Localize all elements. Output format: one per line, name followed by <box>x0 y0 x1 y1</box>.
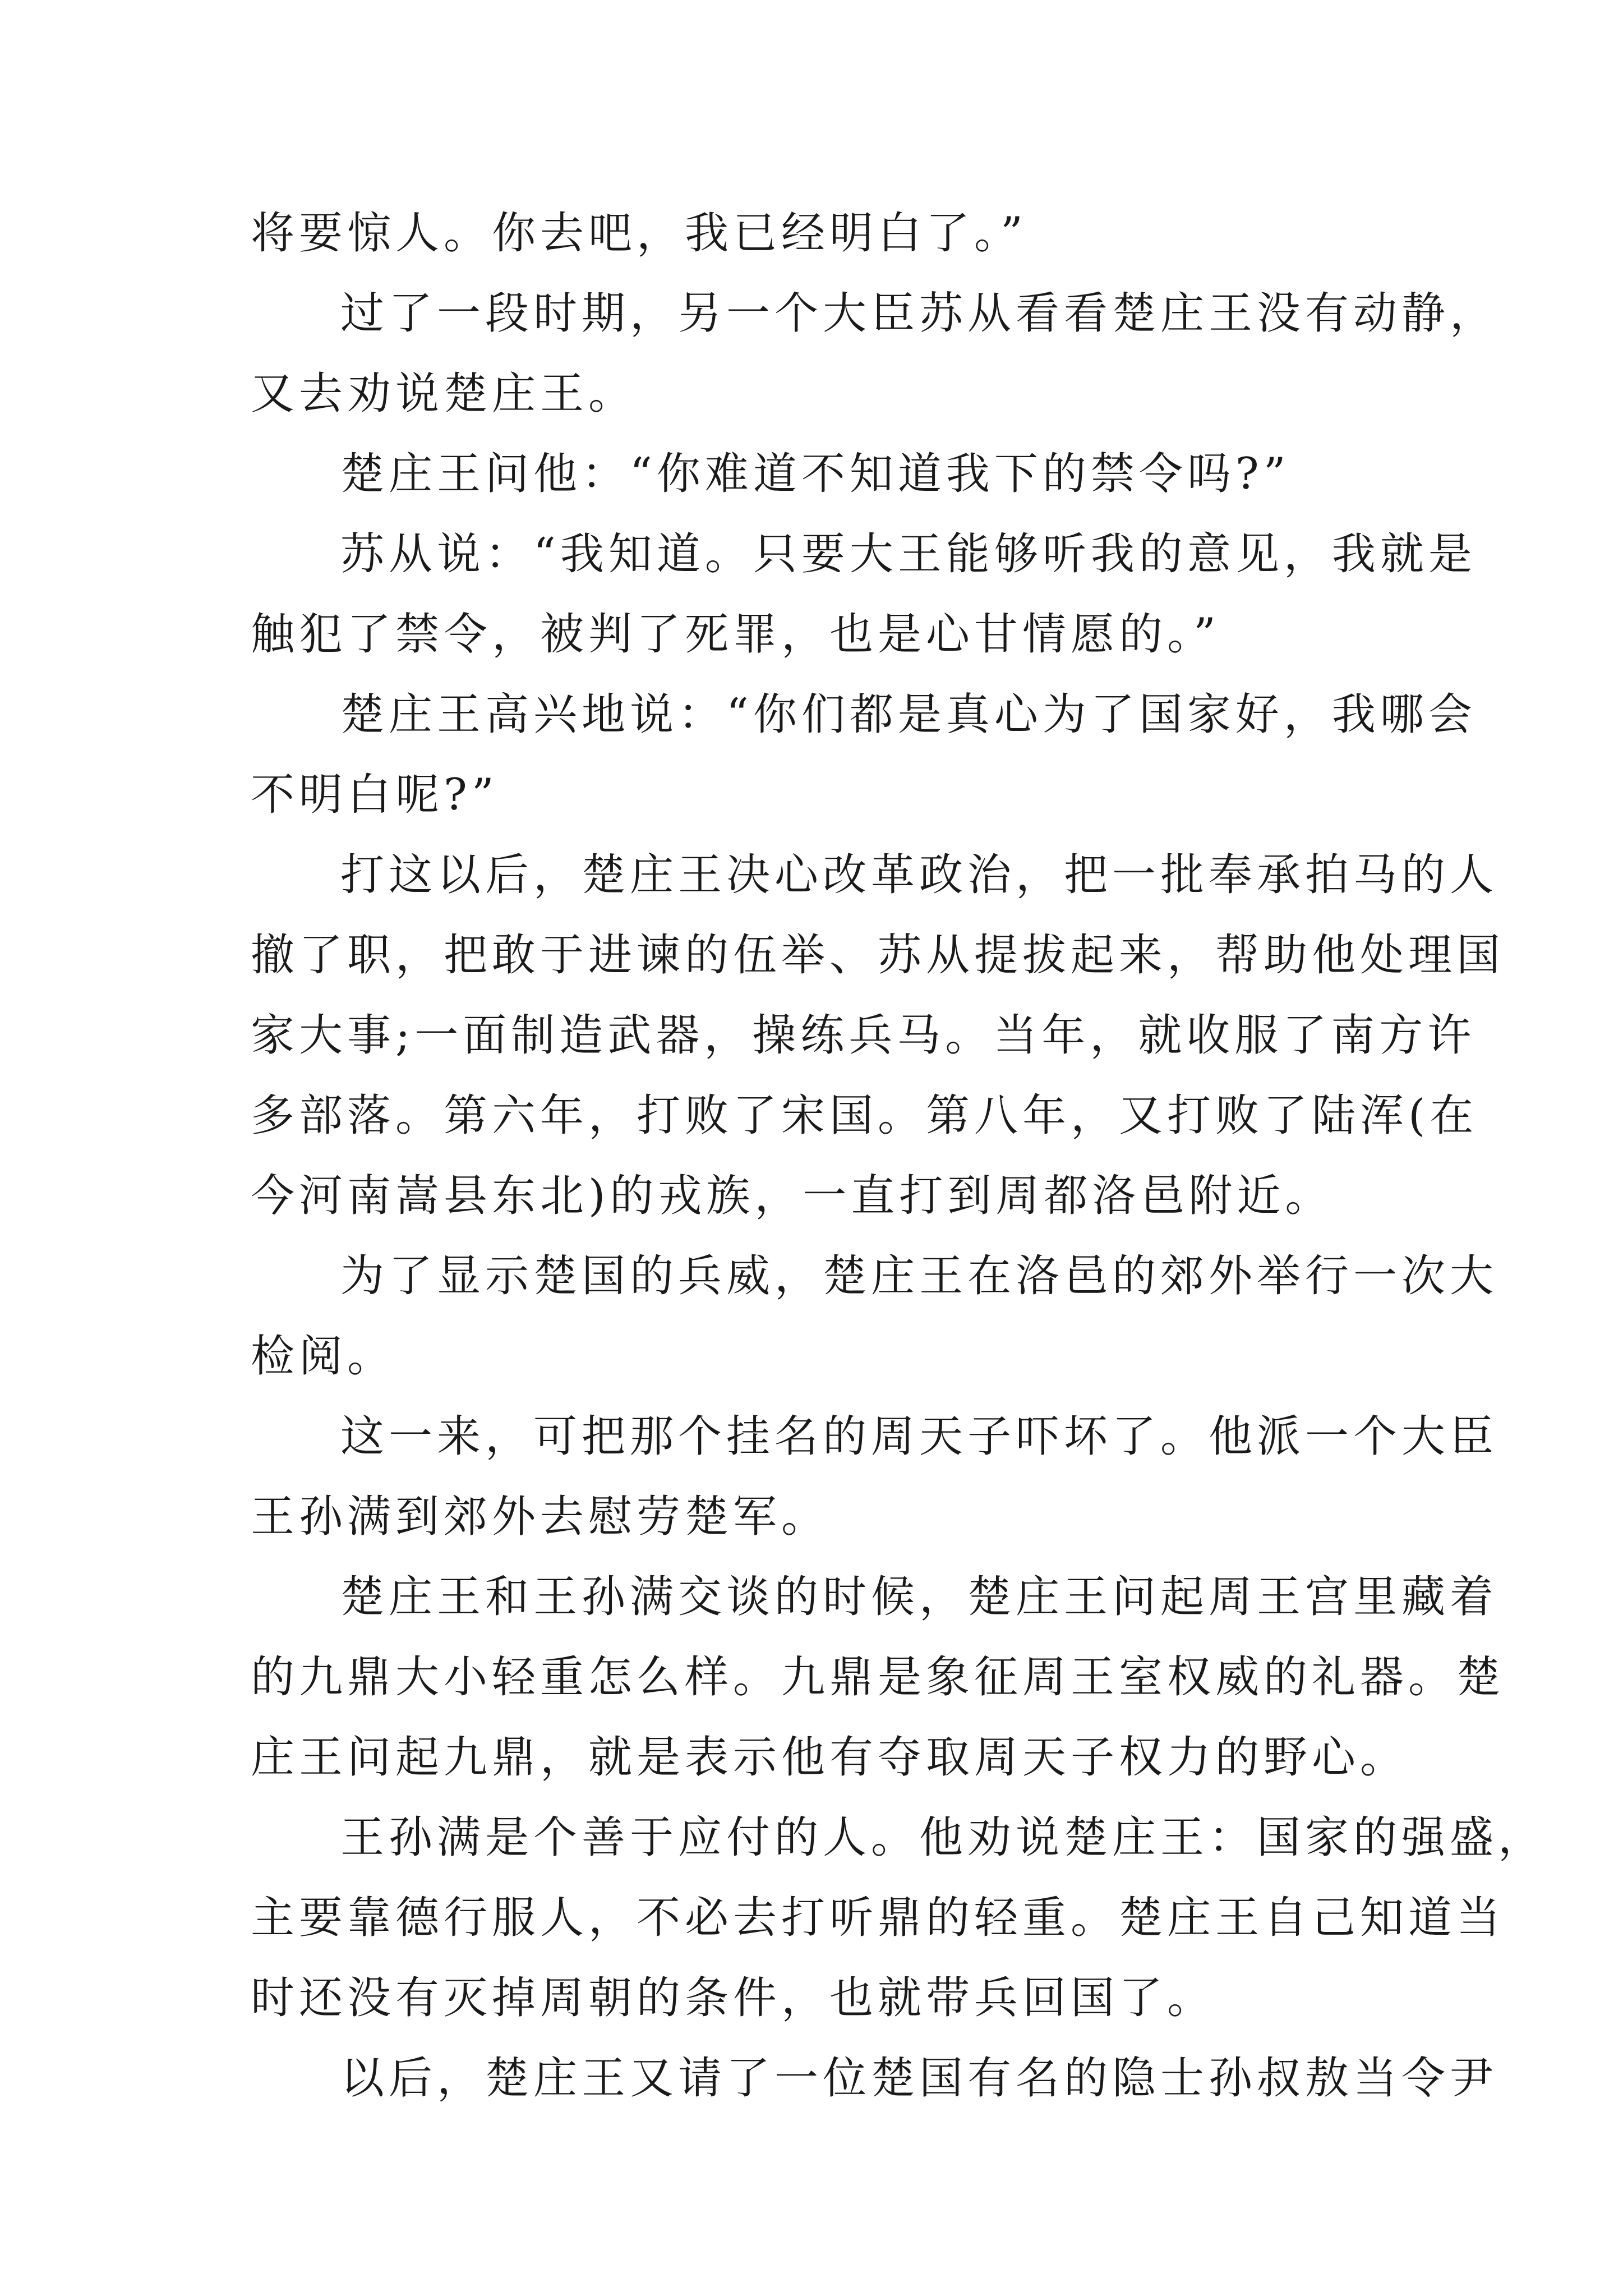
text-line: 撤了职，把敢于进谏的伍举、苏从提拔起来，帮助他处理国 <box>251 930 1505 981</box>
text-line: 主要靠德行服人，不必去打听鼎的轻重。楚庄王自己知道当 <box>251 1893 1505 1943</box>
text-line: 楚庄王高兴地说：“你们都是真心为了国家好，我哪会 <box>340 689 1477 740</box>
text-line: 以后，楚庄王又请了一位楚国有名的隐士孙叔敖当令尹 <box>340 2053 1498 2104</box>
text-line: 多部落。第六年，打败了宋国。第八年，又打败了陆浑(在 <box>251 1091 1478 1141</box>
text-line: 王孙满到郊外去慰劳楚军。 <box>251 1492 830 1542</box>
text-line: 的九鼎大小轻重怎么样。九鼎是象征周王室权威的礼器。楚 <box>251 1652 1505 1703</box>
text-line: 又去劝说楚庄王。 <box>251 369 637 419</box>
text-line: 过了一段时期，另一个大臣苏从看看楚庄王没有动静， <box>340 288 1498 339</box>
text-line: 苏从说：“我知道。只要大王能够听我的意见，我就是 <box>340 529 1477 579</box>
text-line: 今河南嵩县东北)的戎族，一直打到周都洛邑附近。 <box>251 1171 1334 1221</box>
text-line: 为了显示楚国的兵威，楚庄王在洛邑的郊外举行一次大 <box>340 1251 1498 1301</box>
text-line: 检阅。 <box>251 1331 396 1382</box>
text-line: 楚庄王和王孙满交谈的时候，楚庄王问起周王宫里藏着 <box>340 1572 1498 1622</box>
text-line: 楚庄王问他：“你难道不知道我下的禁令吗?” <box>340 449 1290 499</box>
body-text <box>251 194 1547 2119</box>
text-line: 庄王问起九鼎，就是表示他有夺取周天子权力的野心。 <box>251 1732 1409 1783</box>
text-line: 时还没有灭掉周朝的条件，也就带兵回国了。 <box>251 1973 1216 2023</box>
text-line: 触犯了禁令，被判了死罪，也是心甘情愿的。” <box>251 609 1220 660</box>
text-line: 这一来，可把那个挂名的周天子吓坏了。他派一个大臣 <box>340 1411 1498 1462</box>
text-line: 王孙满是个善于应付的人。他劝说楚庄王：国家的强盛， <box>340 1812 1547 1863</box>
text-line: 不明白呢?” <box>251 770 499 820</box>
text-line: 打这以后，楚庄王决心改革政治，把一批奉承拍马的人 <box>340 850 1498 900</box>
text-line: 将要惊人。你去吧，我已经明白了。” <box>251 208 1027 259</box>
text-line: 家大事;一面制造武器，操练兵马。当年，就收服了南方许 <box>251 1010 1476 1061</box>
